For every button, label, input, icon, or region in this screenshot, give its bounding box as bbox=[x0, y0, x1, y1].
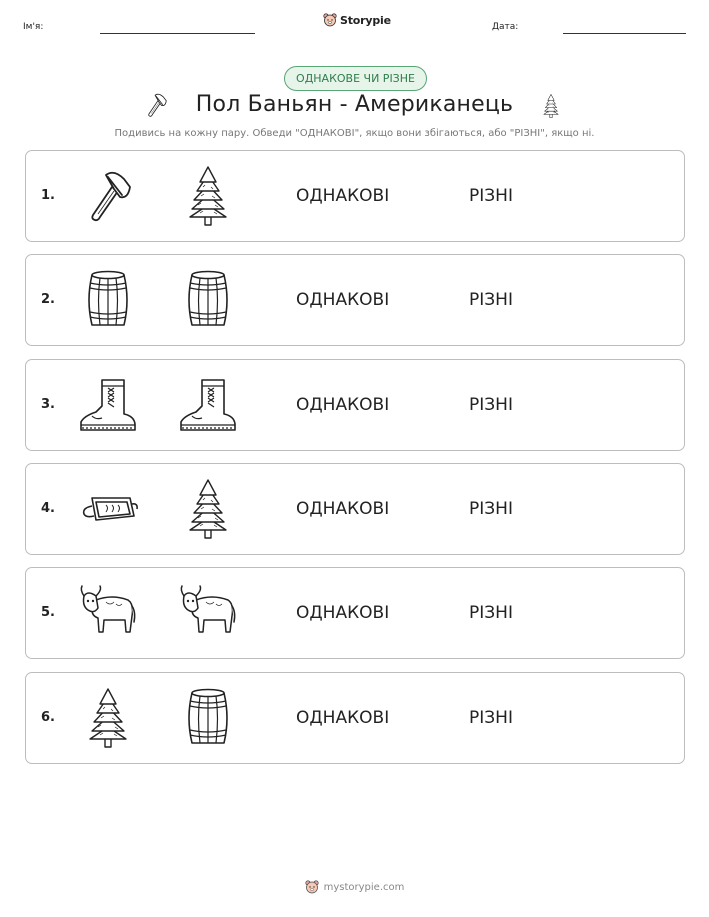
brand-name: Storypie bbox=[340, 13, 391, 27]
exercise-row bbox=[25, 359, 685, 451]
row-number: 1. bbox=[41, 188, 55, 203]
same-option[interactable]: ОДНАКОВІ bbox=[296, 290, 390, 310]
footer bbox=[0, 880, 709, 894]
pine-tree-icon bbox=[178, 478, 238, 540]
bear-mascot-icon bbox=[305, 880, 319, 894]
boot-icon bbox=[178, 374, 238, 436]
same-option[interactable]: ОДНАКОВІ bbox=[296, 708, 390, 728]
ox-icon bbox=[78, 582, 138, 644]
exercise-row bbox=[25, 254, 685, 346]
exercise-row bbox=[25, 463, 685, 555]
ox-icon bbox=[178, 582, 238, 644]
axe-icon bbox=[78, 165, 138, 227]
exercise-row bbox=[25, 567, 685, 659]
row-number: 4. bbox=[41, 501, 55, 516]
footer-url[interactable]: mystorypie.com bbox=[323, 881, 405, 893]
same-option[interactable]: ОДНАКОВІ bbox=[296, 499, 390, 519]
name-line[interactable] bbox=[100, 33, 255, 34]
row-number: 5. bbox=[41, 605, 55, 620]
name-label: Ім'я: bbox=[23, 22, 44, 32]
boot-icon bbox=[78, 374, 138, 436]
different-option[interactable]: РІЗНІ bbox=[469, 708, 513, 728]
row-number: 6. bbox=[41, 710, 55, 725]
pine-tree-icon bbox=[178, 165, 238, 227]
date-line[interactable] bbox=[563, 33, 686, 34]
worksheet-type-badge: ОДНАКОВЕ ЧИ РІЗНЕ bbox=[284, 66, 427, 91]
same-option[interactable]: ОДНАКОВІ bbox=[296, 186, 390, 206]
instructions: Подивись на кожну пару. Обведи "ОДНАКОВІ", якщо вони збігаються, або "РІЗНІ", якщо ні. bbox=[114, 128, 595, 139]
same-option[interactable]: ОДНАКОВІ bbox=[296, 603, 390, 623]
exercise-row bbox=[25, 150, 685, 242]
different-option[interactable]: РІЗНІ bbox=[469, 290, 513, 310]
bear-mascot-icon bbox=[323, 13, 337, 27]
pine-tree-icon bbox=[78, 687, 138, 749]
different-option[interactable]: РІЗНІ bbox=[469, 186, 513, 206]
griddle-icon bbox=[78, 478, 138, 540]
different-option[interactable]: РІЗНІ bbox=[469, 499, 513, 519]
exercise-row bbox=[25, 672, 685, 764]
different-option[interactable]: РІЗНІ bbox=[469, 603, 513, 623]
different-option[interactable]: РІЗНІ bbox=[469, 395, 513, 415]
brand-logo bbox=[323, 13, 391, 27]
pine-tree-icon bbox=[539, 88, 563, 124]
barrel-icon bbox=[178, 269, 238, 331]
barrel-icon bbox=[178, 687, 238, 749]
worksheet-header bbox=[0, 0, 709, 50]
same-option[interactable]: ОДНАКОВІ bbox=[296, 395, 390, 415]
row-number: 3. bbox=[41, 397, 55, 412]
row-number: 2. bbox=[41, 292, 55, 307]
date-label: Дата: bbox=[492, 22, 519, 32]
barrel-icon bbox=[78, 269, 138, 331]
page-title: Пол Баньян - Американець bbox=[195, 92, 514, 117]
